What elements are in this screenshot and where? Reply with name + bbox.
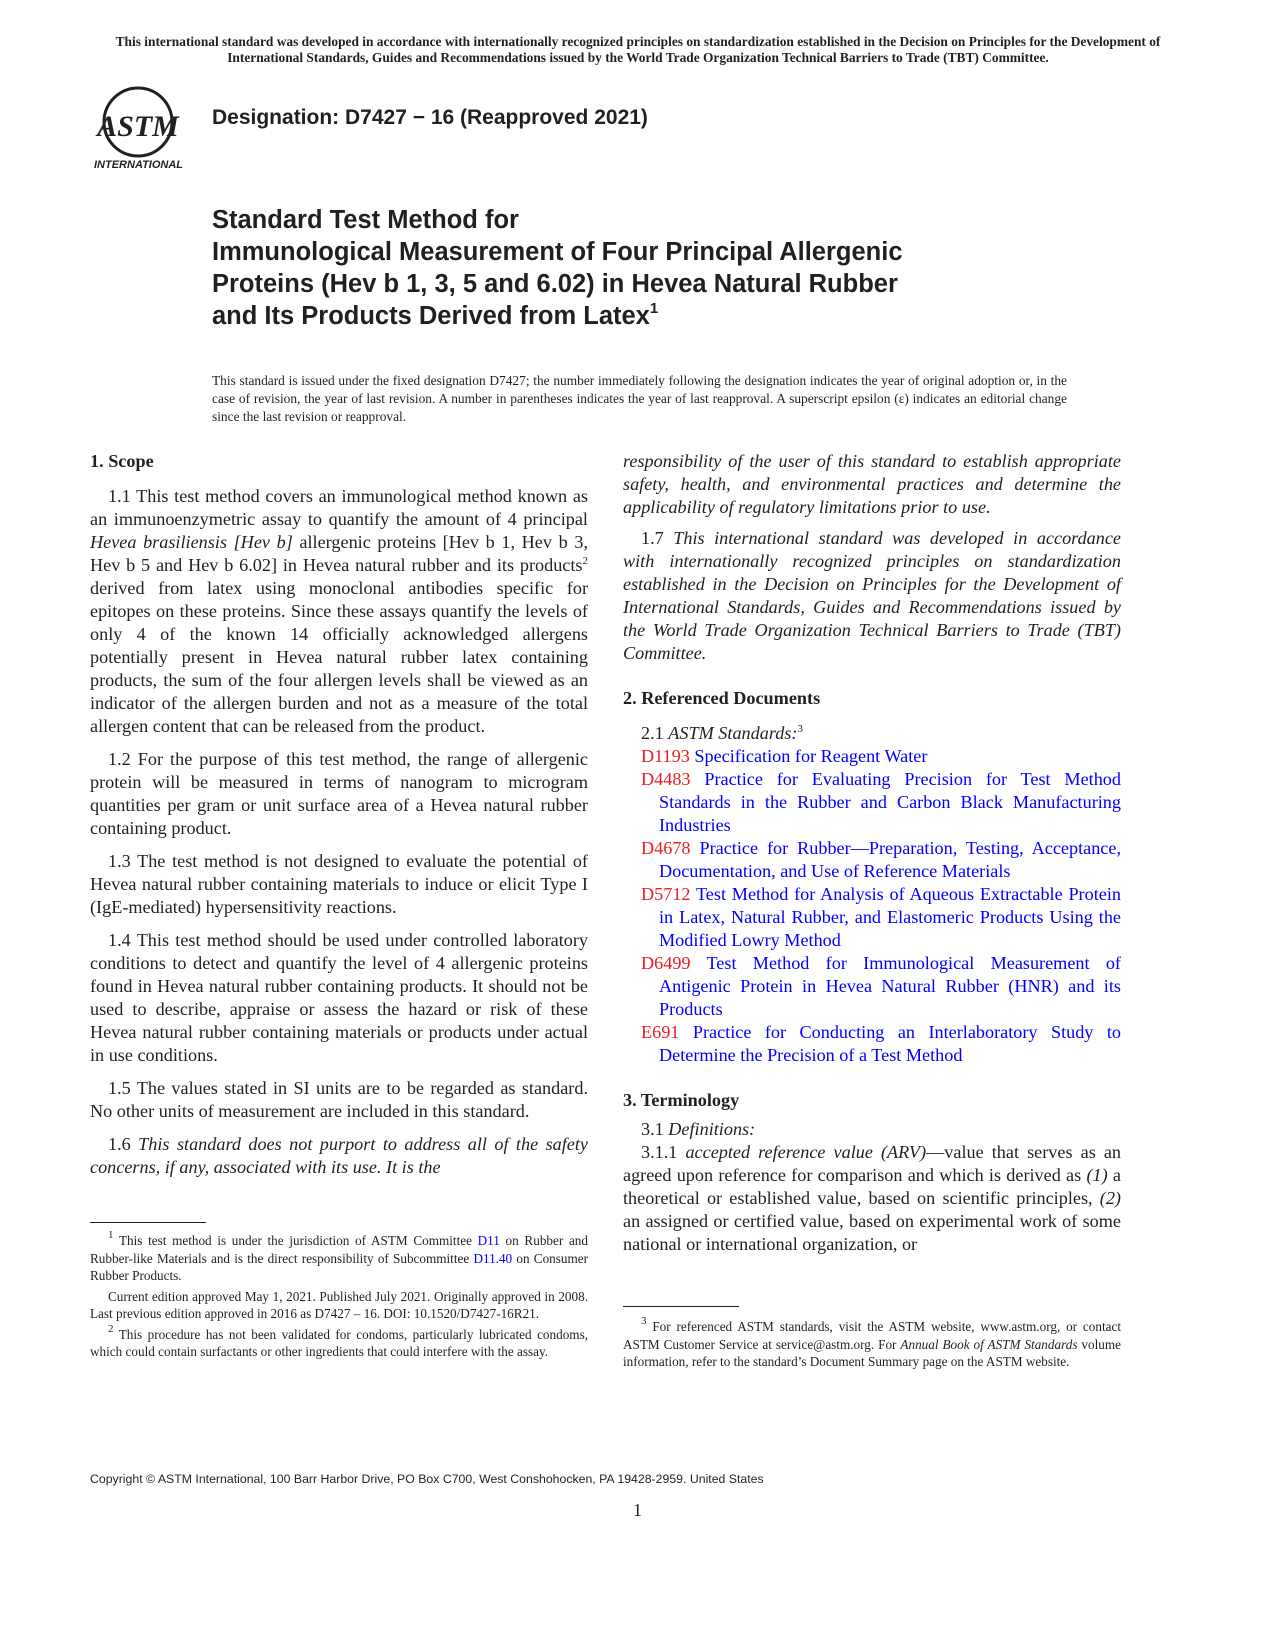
reference-d4678[interactable]: D4678 Practice for Rubber—Preparation, Testing, Acceptance, Documentation, and Use of Reference Materials bbox=[641, 838, 1121, 881]
scope-1-1: 1.1 This test method covers an immunological method known as an immunoenzymetric assay to quantify the amount of 4 principal Hevea brasiliensis [Hev b] allergenic proteins [Hev b 1, Hev b 3, Hev b 5 and Hev b 6.02] in Hevea natural rubber and its products$^2$ derived from latex using monoclonal antibodies specific for epitopes on these proteins. Since these assays quantify the levels of only 4 of the known 14 officially acknowledged allergens potentially present in Hevea natural rubber latex containing products, the sum of the four allergen levels shall be viewed as an indicator of the allergen burden and not as a measure of the total allergen content that can be released from the product. bbox=[90, 486, 588, 736]
scope-1-4: 1.4 This test method should be used under controlled laboratory conditions to detect and quantify the level of 4 allergenic proteins found in Hevea natural rubber containing products. It should not be used to describe, appraise or assess the hazard or risk of these Hevea natural rubber containing materials or products under actual in use conditions. bbox=[90, 930, 588, 1065]
footnote-1: $^1$ This test method is under the jurisdiction of ASTM Committee D11 on Rubber and Rubber-like Materials and is the direct responsibility of Subcommittee D11.40 on Consumer Rubber Products. bbox=[90, 1229, 588, 1283]
standards-notice: This international standard was developed in accordance with internationally recognized principles on standardization established in the Decision on Principles for the Development of International Standards, Guides and Recommendations issued by the World Trade Organization Technical Barriers to Trade (TBT) Committee. bbox=[115, 34, 1161, 65]
logo-letters: ASTM bbox=[97, 110, 179, 143]
scope-1-7: 1.7 This international standard was developed in accordance with internationally recognized principles on standardization established in the Decision on Principles for the Development of International Standards, Guides and Recommendations issued by the World Trade Organization Technical Barriers to Trade (TBT) Committee. bbox=[623, 528, 1121, 663]
footnote-edition: Current edition approved May 1, 2021. Published July 2021. Originally approved in 2008. Last previous edition approved in 2016 as D7427 – 16. DOI: 10.1520/D7427-16R21. bbox=[90, 1288, 588, 1321]
committee-link[interactable]: D11 bbox=[477, 1233, 500, 1248]
reference-d5712[interactable]: D5712 Test Method for Analysis of Aqueous Extractable Protein in Latex, Natural Rubber, and Elastomeric Products Using the Modified Lowry Method bbox=[641, 884, 1121, 950]
page-number: 1 bbox=[633, 1500, 642, 1520]
terminology-heading: 3. Terminology bbox=[623, 1090, 740, 1110]
footnote-rule-right bbox=[623, 1306, 739, 1307]
astm-standards-label: 2.1 ASTM Standards:$^3$ bbox=[641, 723, 803, 743]
astm-logo bbox=[92, 84, 200, 180]
scope-1-3: 1.3 The test method is not designed to evaluate the potential of Hevea natural rubber containing materials to induce or elicit Type I (IgE-mediated) hypersensitivity reactions. bbox=[90, 851, 588, 917]
copyright-notice: Copyright © ASTM International, 100 Barr Harbor Drive, PO Box C700, West Conshohocken, PA 19428-2959. United States bbox=[90, 1472, 764, 1486]
issuance-statement: This standard is issued under the fixed designation D7427; the number immediately following the designation indicates the year of original adoption or, in the case of revision, the year of last revision. A number in parentheses indicates the year of last reapproval. A superscript epsilon (ε) indicates an editorial change since the last revision or reapproval. bbox=[212, 373, 1067, 424]
title-line-3: Proteins (Hev b 1, 3, 5 and 6.02) in Hevea Natural Rubber bbox=[212, 270, 898, 298]
reference-d1193[interactable]: D1193 Specification for Reagent Water bbox=[641, 746, 928, 766]
footnotes-left bbox=[90, 1229, 588, 1364]
reference-e691[interactable]: E691 Practice for Conducting an Interlaboratory Study to Determine the Precision of a Test Method bbox=[641, 1022, 1121, 1065]
subcommittee-link[interactable]: D11.40 bbox=[473, 1250, 513, 1266]
reference-d6499[interactable]: D6499 Test Method for Immunological Measurement of Antigenic Protein in Hevea Natural Rubber (HNR) and its Products bbox=[641, 953, 1121, 1019]
footnotes-right bbox=[623, 1315, 1121, 1374]
scope-1-2: 1.2 For the purpose of this test method, the range of allergenic protein will be measured in terms of nanogram to microgram quantities per gram or unit surface area of a Hevea natural rubber containing product. bbox=[90, 749, 588, 838]
footnote-2: $^2$ This procedure has not been validated for condoms, particularly lubricated condoms, which could contain surfactants or other ingredients that could interfere with the assay. bbox=[90, 1322, 588, 1359]
footnote-rule-left bbox=[90, 1222, 206, 1223]
logo-international: INTERNATIONAL bbox=[94, 159, 184, 171]
title-footnote-mark: 1 bbox=[649, 300, 659, 317]
reference-d4483[interactable]: D4483 Practice for Evaluating Precision for Test Method Standards in the Rubber and Carbon Black Manufacturing Industries bbox=[641, 769, 1121, 835]
scope-1-6-continued: responsibility of the user of this standard to establish appropriate safety, health, and environmental practices and determine the applicability of regulatory limitations prior to use. bbox=[623, 451, 1121, 517]
scope-1-6: 1.6 This standard does not purport to address all of the safety concerns, if any, associated with its use. It is the bbox=[90, 1134, 588, 1177]
left-column bbox=[90, 450, 588, 1189]
definitions-label: 3.1 Definitions: bbox=[641, 1119, 756, 1139]
referenced-documents-heading: 2. Referenced Documents bbox=[623, 688, 821, 708]
title-line-1: Standard Test Method for bbox=[212, 206, 519, 234]
scope-heading: 1. Scope bbox=[90, 451, 154, 471]
footnote-3: $^3$ For referenced ASTM standards, visit the ASTM website, www.astm.org, or contact ASTM Customer Service at service@astm.org. For Annual Book of ASTM Standards volume information, refer to the standard’s Document Summary page on the ASTM website. bbox=[623, 1315, 1121, 1369]
definition-arv: 3.1.1 accepted reference value (ARV)—value that serves as an agreed upon reference for comparison and which is derived as (1) a theoretical or established value, based on scientific principles, (2) an assigned or certified value, based on experimental work of some national or international organization, or bbox=[623, 1142, 1122, 1254]
right-column bbox=[623, 450, 1121, 1266]
document-title bbox=[212, 204, 1032, 332]
title-line-4: and Its Products Derived from Latex$^1$ bbox=[212, 300, 659, 330]
title-line-2: Immunological Measurement of Four Principal Allergenic bbox=[212, 238, 903, 266]
scope-1-5: 1.5 The values stated in SI units are to be regarded as standard. No other units of measurement are included in this standard. bbox=[90, 1078, 588, 1121]
designation: Designation: D7427 − 16 (Reapproved 2021) bbox=[212, 106, 648, 129]
